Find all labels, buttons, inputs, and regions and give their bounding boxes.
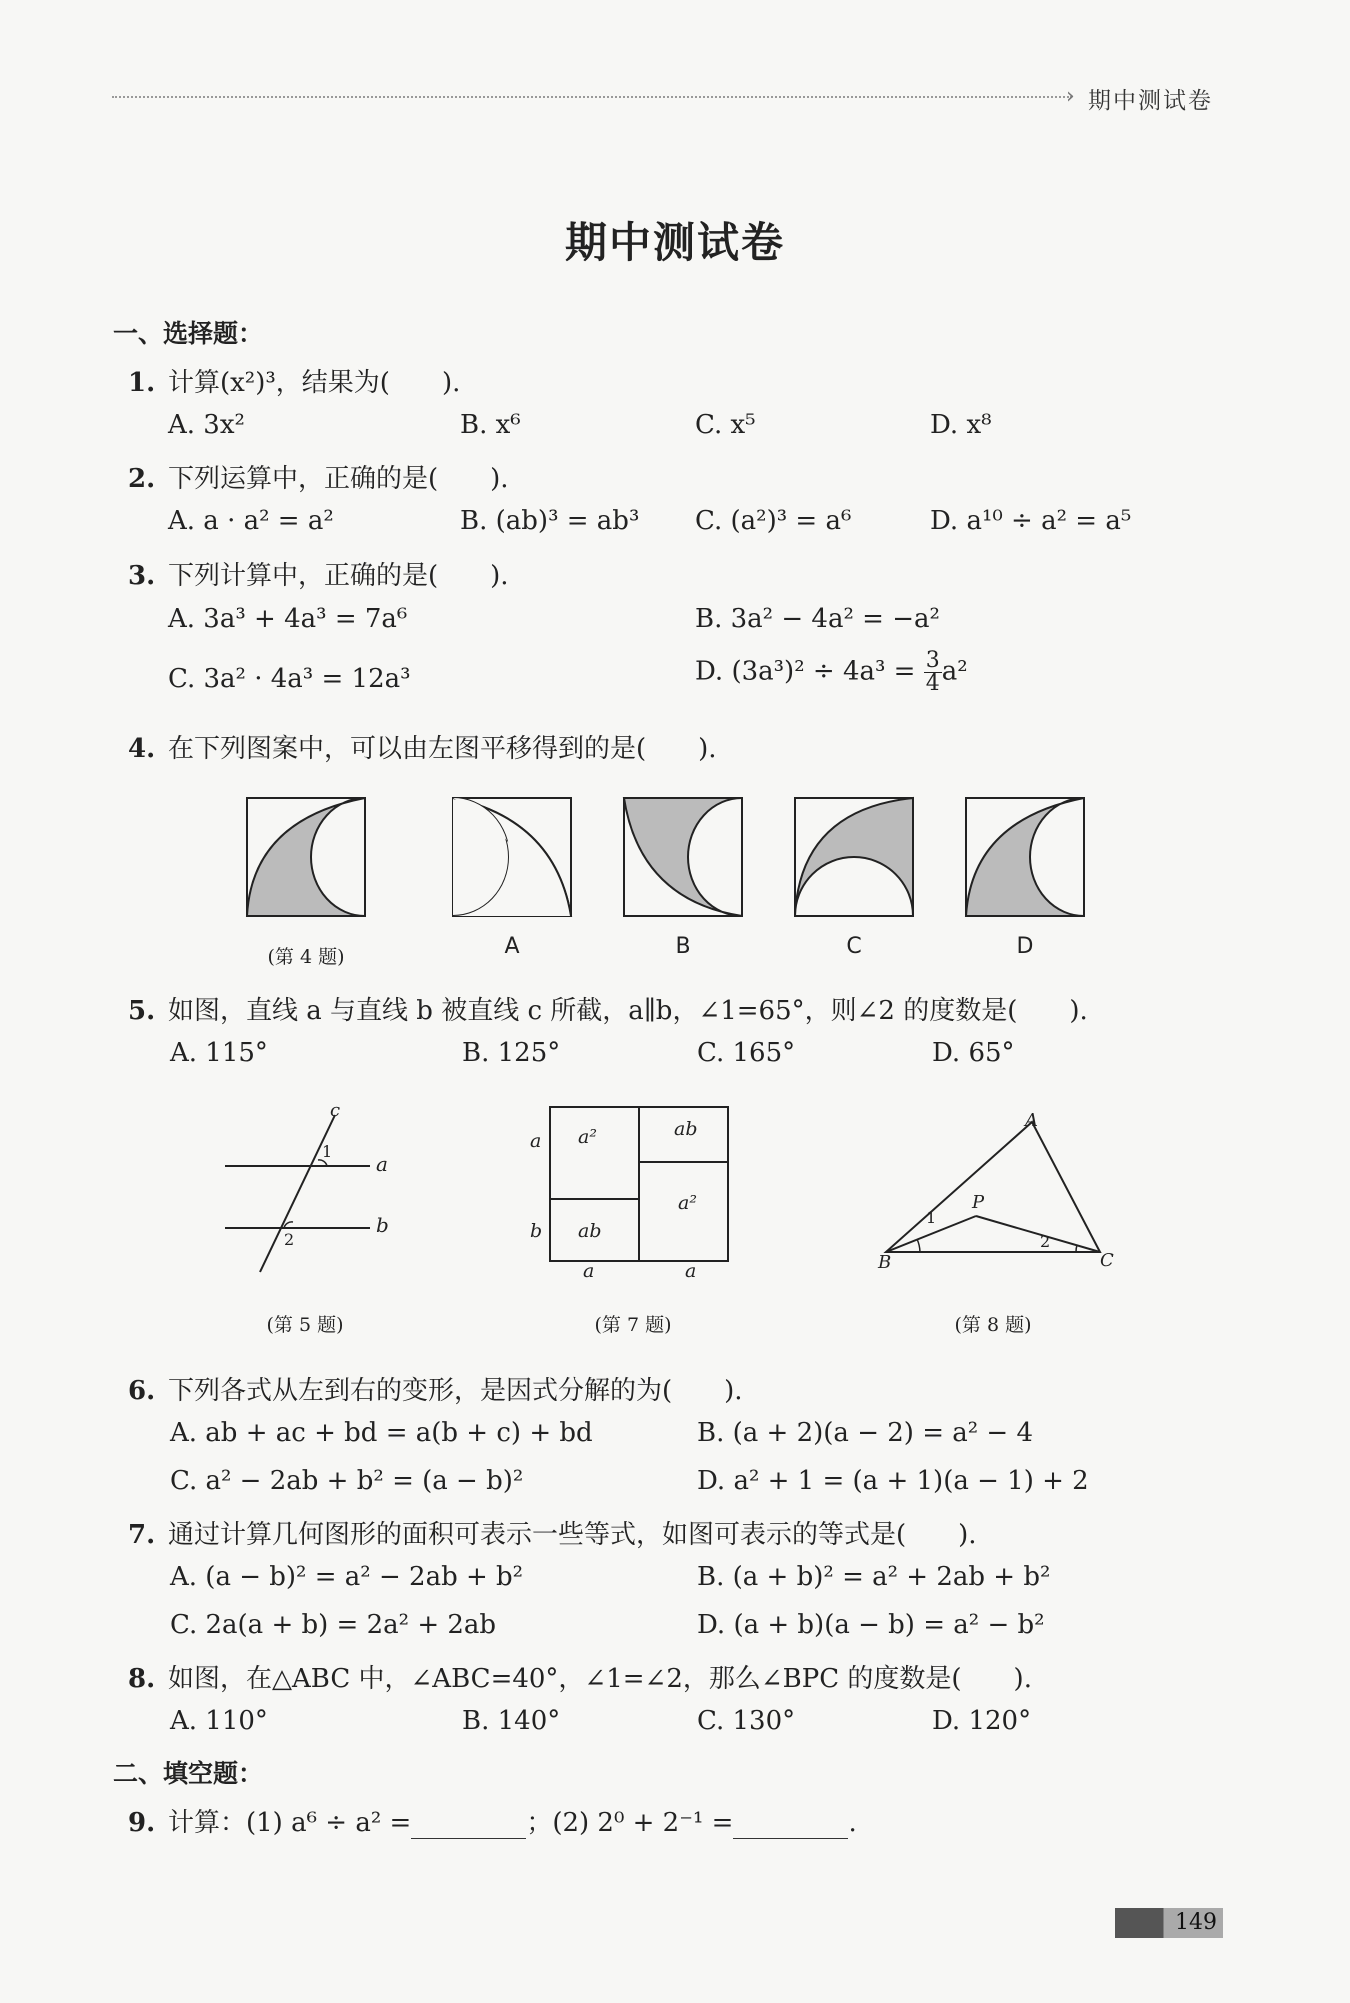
fig8-label-b: B [878,1252,892,1273]
question-1: 1. 计算(x²)³，结果为( ). [128,368,461,398]
fig8-label-p: P [972,1192,985,1213]
q8-option-a[interactable]: A. 110° [170,1706,268,1736]
q2-option-d[interactable]: D. a¹⁰ ÷ a² = a⁵ [930,506,1132,536]
q4-label-c[interactable]: C [846,934,862,959]
fig5-label-a: a [376,1152,388,1176]
figure-5 [220,1100,420,1280]
q6-option-c[interactable]: C. a² − 2ab + b² = (a − b)² [170,1466,524,1496]
q8-option-d[interactable]: D. 120° [932,1706,1032,1736]
fig7-bottom-a2: a [685,1260,697,1282]
fig7-left-b: b [530,1220,543,1242]
fig8-label-2: 2 [1040,1232,1051,1251]
caption-fig8: (第 8 题) [954,1314,1032,1336]
q4-option-d-figure [966,798,1084,916]
q1-option-a[interactable]: A. 3x² [168,410,245,440]
figure-8 [880,1110,1120,1260]
question-4: 4. 在下列图案中，可以由左图平移得到的是( ). [128,734,717,764]
fraction: $\frac{3}{4}$ [925,648,940,696]
q8-option-c[interactable]: C. 130° [697,1706,796,1736]
q8-option-b[interactable]: B. 140° [462,1706,561,1736]
section-fill: 二、填空题： [113,1759,264,1788]
fig5-label-c: c [330,1100,341,1121]
q5-option-c[interactable]: C. 165° [697,1038,796,1068]
q4-label-b[interactable]: B [675,934,691,959]
fig5-label-b: b [376,1213,389,1237]
figure-7 [545,1100,745,1270]
caption-fig4: (第 4 题) [267,946,345,968]
fig8-label-a: A [1025,1110,1038,1131]
section-choice: 一、选择题： [113,319,264,348]
q4-figures [0,790,1350,990]
question-9: 9. 计算：(1) a⁶ ÷ a² = ；(2) 2⁰ + 2⁻¹ = . [128,1808,857,1838]
caption-fig5: (第 5 题) [266,1314,344,1336]
question-8: 8. 如图，在△ABC 中，∠ABC=40°，∠1=∠2，那么∠BPC 的度数是( ). [128,1664,1032,1694]
q4-label-a[interactable]: A [504,934,520,959]
q1-option-b[interactable]: B. x⁶ [460,410,521,440]
fig7-cell-a2-top: a² [578,1126,597,1148]
q7-option-c[interactable]: C. 2a(a + b) = 2a² + 2ab [170,1610,497,1640]
arrow-icon: › [1066,84,1075,109]
q6-option-a[interactable]: A. ab + ac + bd = a(b + c) + bd [170,1418,593,1448]
question-7: 7. 通过计算几何图形的面积可表示一些等式，如图可表示的等式是( ). [128,1520,977,1550]
answer-blank-1[interactable] [411,1814,526,1839]
header-rule [112,96,1072,98]
q7-option-a[interactable]: A. (a − b)² = a² − 2ab + b² [170,1562,524,1592]
fig8-label-c: C [1100,1250,1114,1271]
page-number: 149 [1115,1908,1223,1938]
fig7-bottom-a1: a [583,1260,595,1282]
q6-option-d[interactable]: D. a² + 1 = (a + 1)(a − 1) + 2 [697,1466,1089,1496]
q1-option-c[interactable]: C. x⁵ [695,410,756,440]
page-title: 期中测试卷 [564,218,785,267]
fig5-label-1: 1 [322,1142,333,1161]
fig7-cell-ab-bottom: ab [578,1220,602,1242]
fig8-label-1: 1 [926,1208,937,1227]
q2-option-c[interactable]: C. (a²)³ = a⁶ [695,506,852,536]
q4-option-a-figure [453,798,571,916]
question-5: 5. 如图，直线 a 与直线 b 被直线 c 所截，a∥b，∠1=65°，则∠2 的度数是( ). [128,996,1088,1026]
q7-option-d[interactable]: D. (a + b)(a − b) = a² − b² [697,1610,1045,1640]
q4-label-d[interactable]: D [1016,934,1034,959]
q4-original-figure [247,798,365,916]
caption-fig7: (第 7 题) [594,1314,672,1336]
question-2: 2. 下列运算中，正确的是( ). [128,464,509,494]
q1-option-d[interactable]: D. x⁸ [930,410,992,440]
q3-option-b[interactable]: B. 3a² − 4a² = −a² [695,604,940,634]
q5-option-b[interactable]: B. 125° [462,1038,561,1068]
header-section: 期中测试卷 [1088,88,1213,114]
q4-option-c-figure [795,798,913,916]
q6-option-b[interactable]: B. (a + 2)(a − 2) = a² − 4 [697,1418,1034,1448]
answer-blank-2[interactable] [733,1814,848,1839]
q5-option-d[interactable]: D. 65° [932,1038,1015,1068]
q3-option-a[interactable]: A. 3a³ + 4a³ = 7a⁶ [168,604,408,634]
question-6: 6. 下列各式从左到右的变形，是因式分解的为( ). [128,1376,743,1406]
fig7-cell-a2-bottom: a² [678,1192,697,1214]
q3-option-c[interactable]: C. 3a² · 4a³ = 12a³ [168,664,411,694]
q2-option-a[interactable]: A. a · a² = a² [168,506,334,536]
q5-option-a[interactable]: A. 115° [170,1038,268,1068]
fig7-left-a: a [530,1130,542,1152]
q4-option-b-figure [624,798,742,916]
fig5-label-2: 2 [284,1230,295,1249]
q3-option-d[interactable]: D. (3a³)² ÷ 4a³ = $\frac{3}{4}$ a² [695,648,968,696]
q2-option-b[interactable]: B. (ab)³ = ab³ [460,506,640,536]
question-3: 3. 下列计算中，正确的是( ). [128,561,509,591]
fig7-cell-ab-top: ab [674,1118,698,1140]
q7-option-b[interactable]: B. (a + b)² = a² + 2ab + b² [697,1562,1051,1592]
